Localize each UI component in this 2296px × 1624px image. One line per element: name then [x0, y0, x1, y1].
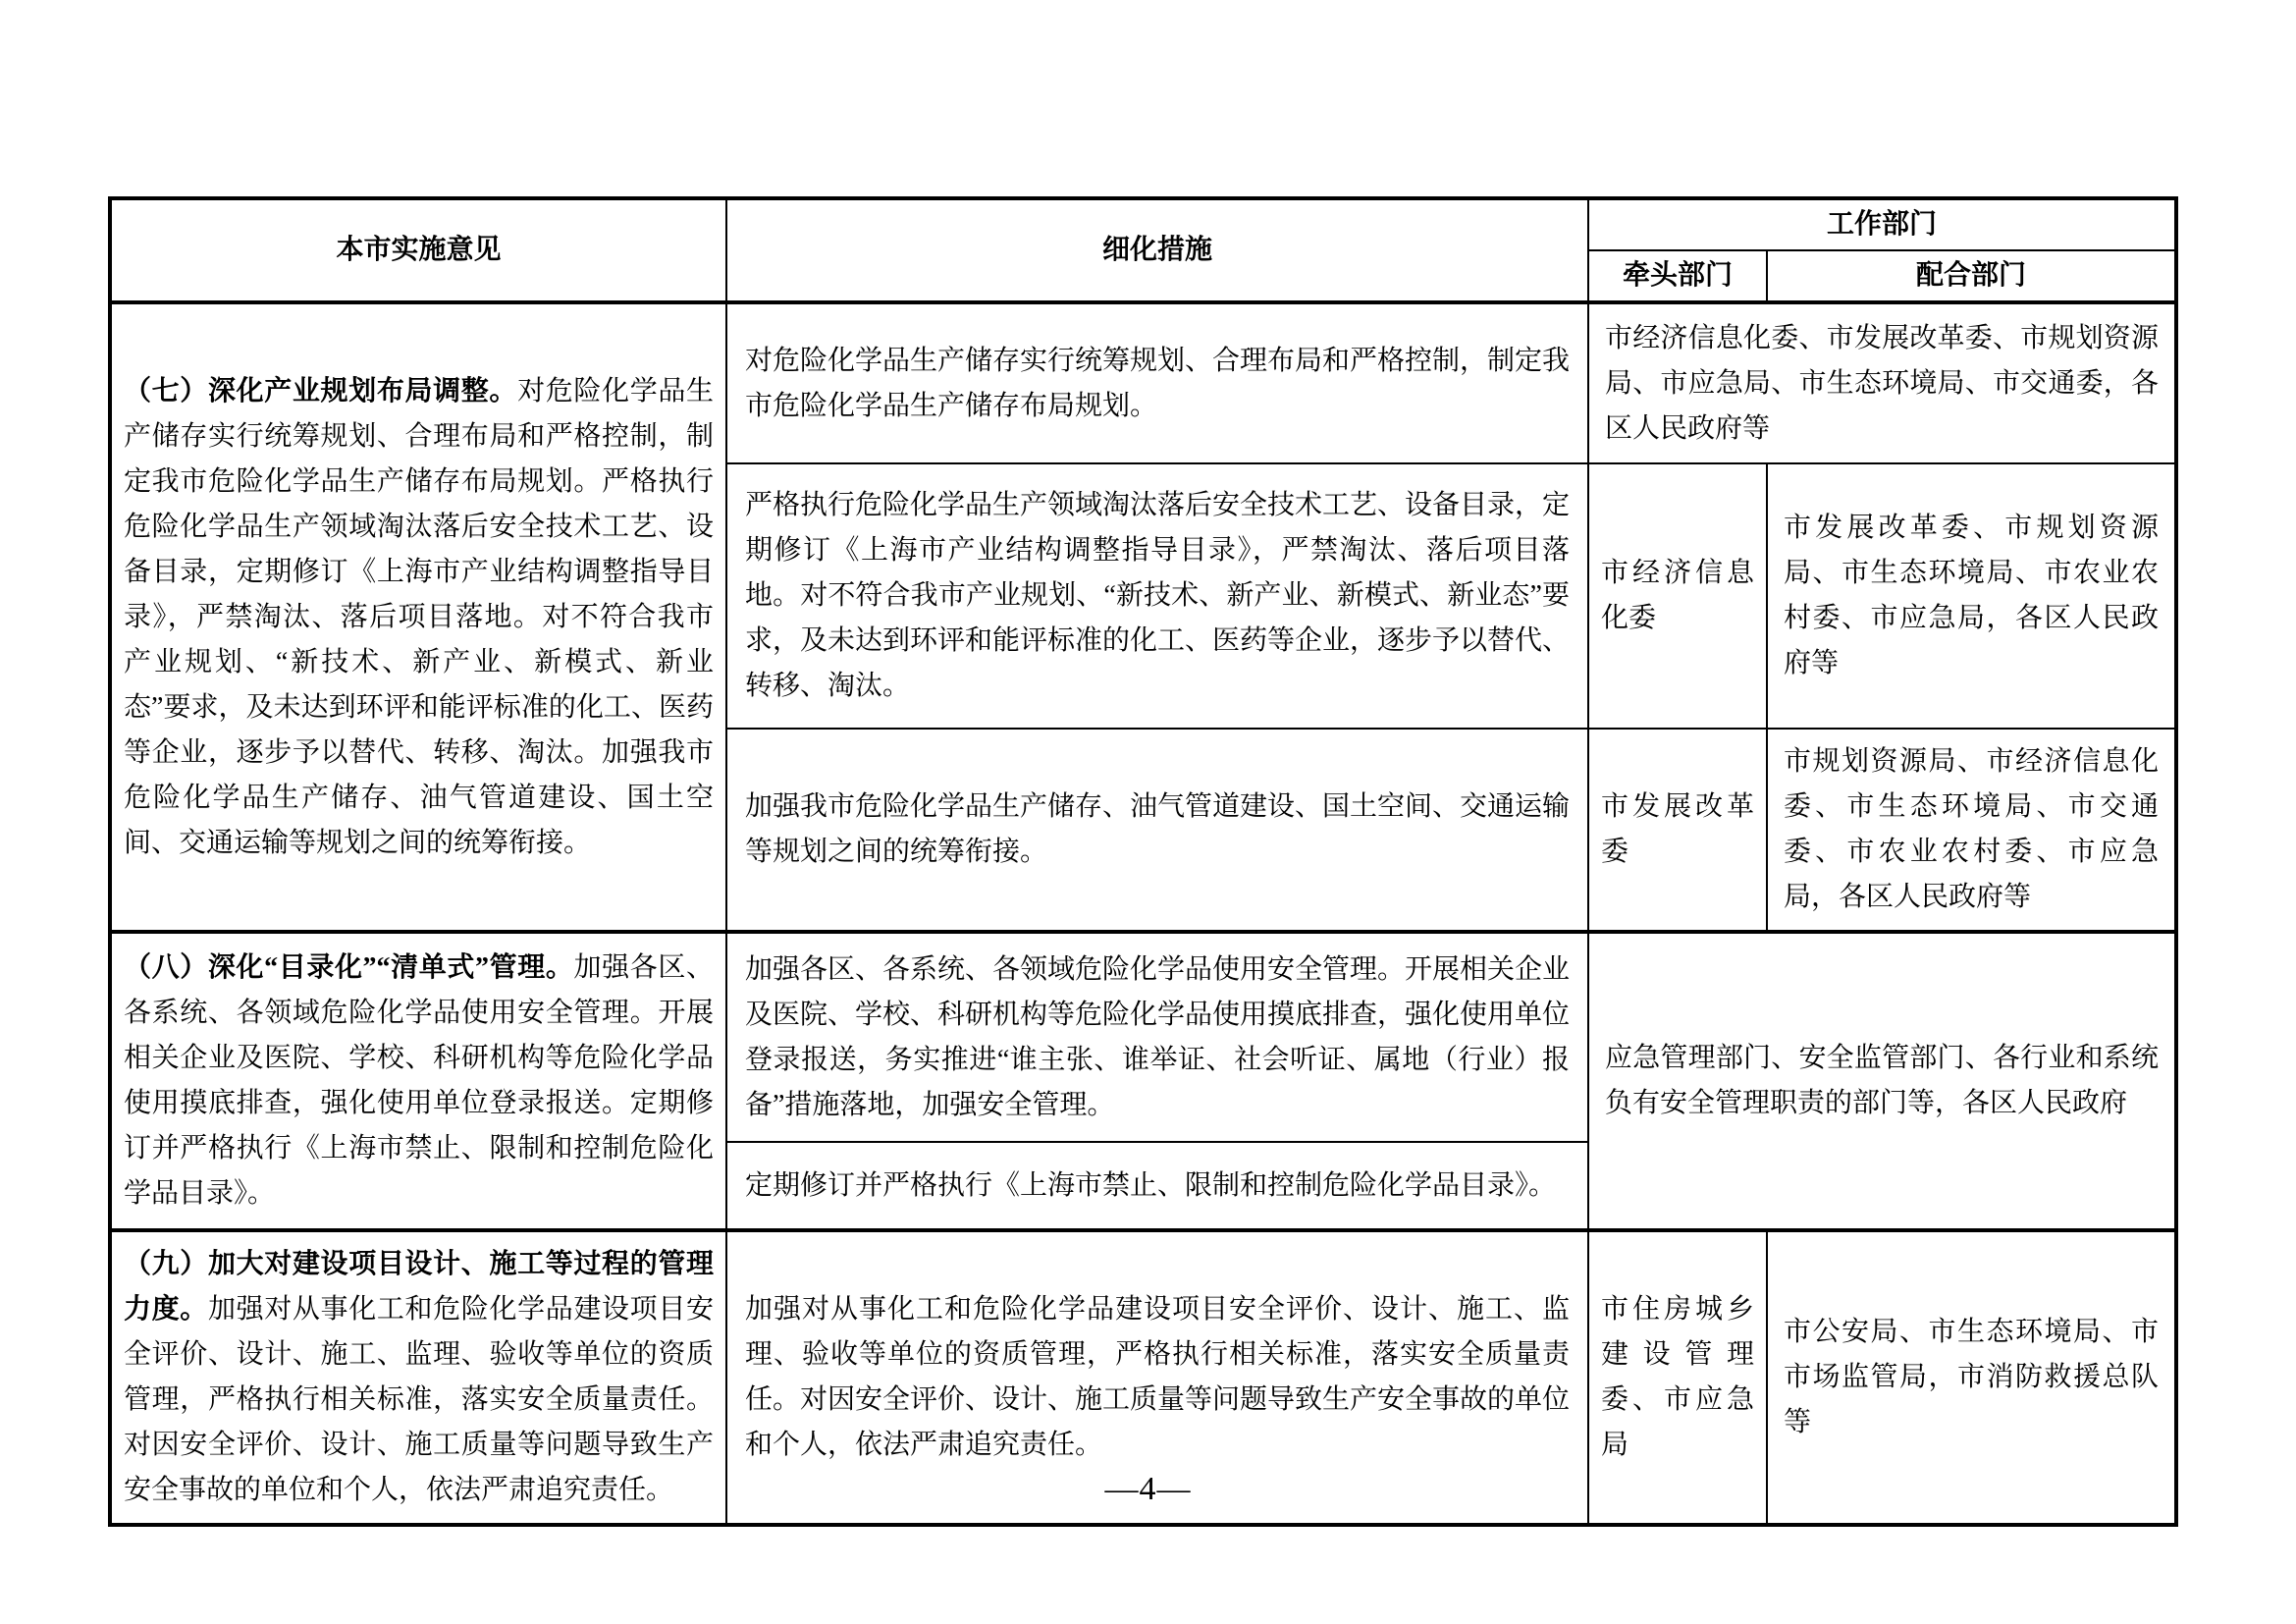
header-row-1 — [110, 198, 2176, 250]
opinion-body: 加强各区、各系统、各领域危险化学品使用安全管理。开展相关企业及医院、学校、科研机构等危险化学品使用摸底排查，强化使用单位登录报送。定期修订并严格执行《上海市禁止、限制和控制危险化学品目录》。 — [124, 952, 714, 1209]
measure-cell-8-2: 定期修订并严格执行《上海市禁止、限制和控制危险化学品目录》。 — [726, 1142, 1588, 1230]
support-cell-7-2: 市发展改革委、市规划资源局、市生态环境局、市农业农村委、市应急局，各区人民政府等 — [1767, 463, 2176, 729]
header-lead-department: 牵头部门 — [1588, 250, 1767, 302]
opinion-cell-8 — [110, 932, 726, 1230]
opinion-title: （九）加大对建设项目设计、施工等过程的管理力度。 — [124, 1249, 714, 1325]
implementation-table — [108, 196, 2178, 1527]
table-row — [110, 302, 2176, 463]
measure-cell-7-1: 对危险化学品生产储存实行统筹规划、合理布局和严格控制，制定我市危险化学品生产储存布局规划。 — [726, 302, 1588, 463]
measure-cell-8-1: 加强各区、各系统、各领域危险化学品使用安全管理。开展相关企业及医院、学校、科研机构等危险化学品使用摸底排查，强化使用单位登录报送，务实推进“谁主张、谁举证、社会听证、属地（行业）报备”措施落地，加强安全管理。 — [726, 932, 1588, 1142]
opinion-body: 对危险化学品生产储存实行统筹规划、合理布局和严格控制，制定我市危险化学品生产储存布局规划。严格执行危险化学品生产领域淘汰落后安全技术工艺、设备目录，定期修订《上海市产业结构调整指导目录》，严禁淘汰、落后项目落地。对不符合我市产业规划、“新技术、新产业、新模式、新业态”要求，及未达到环评和能评标准的化工、医药等企业，逐步予以替代、转移、淘汰。加强我市危险化学品生产储存、油气管道建设、国土空间、交通运输等规划之间的统筹衔接。 — [124, 375, 714, 858]
measure-cell-7-3: 加强我市危险化学品生产储存、油气管道建设、国土空间、交通运输等规划之间的统筹衔接。 — [726, 729, 1588, 932]
opinion-title: （八）深化“目录化”“清单式”管理。 — [124, 952, 574, 983]
lead-cell-7-2: 市经济信息化委 — [1588, 463, 1767, 729]
header-departments: 工作部门 — [1588, 198, 2176, 250]
opinion-body: 加强对从事化工和危险化学品建设项目安全评价、设计、施工、监理、验收等单位的资质管理，严格执行相关标准，落实安全质量责任。对因安全评价、设计、施工质量等问题导致生产安全事故的单位和个人，依法严肃追究责任。 — [124, 1294, 714, 1505]
header-opinion: 本市实施意见 — [110, 198, 726, 302]
departments-cell-7-1: 市经济信息化委、市发展改革委、市规划资源局、市应急局、市生态环境局、市交通委，各区人民政府等 — [1588, 302, 2176, 463]
page-number: —4— — [1104, 1471, 1192, 1507]
lead-cell-7-3: 市发展改革委 — [1588, 729, 1767, 932]
support-cell-7-3: 市规划资源局、市经济信息化委、市生态环境局、市交通委、市农业农村委、市应急局，各区人民政府等 — [1767, 729, 2176, 932]
departments-cell-8: 应急管理部门、安全监管部门、各行业和系统负有安全管理职责的部门等，各区人民政府 — [1588, 932, 2176, 1230]
measure-cell-7-2: 严格执行危险化学品生产领域淘汰落后安全技术工艺、设备目录，定期修订《上海市产业结构调整指导目录》，严禁淘汰、落后项目落地。对不符合我市产业规划、“新技术、新产业、新模式、新业态”要求，及未达到环评和能评标准的化工、医药等企业，逐步予以替代、转移、淘汰。 — [726, 463, 1588, 729]
lead-cell-9-1: 市住房城乡建设管理委、市应急局 — [1588, 1230, 1767, 1525]
measure-cell-9-1: 加强对从事化工和危险化学品建设项目安全评价、设计、施工、监理、验收等单位的资质管理，严格执行相关标准，落实安全质量责任。对因安全评价、设计、施工质量等问题导致生产安全事故的单位和个人，依法严肃追究责任。 — [726, 1230, 1588, 1525]
opinion-cell-7 — [110, 302, 726, 932]
table-row — [110, 932, 2176, 1142]
header-support-department: 配合部门 — [1767, 250, 2176, 302]
support-cell-9-1: 市公安局、市生态环境局、市市场监管局，市消防救援总队等 — [1767, 1230, 2176, 1525]
opinion-title: （七）深化产业规划布局调整。 — [124, 375, 518, 406]
header-measures: 细化措施 — [726, 198, 1588, 302]
